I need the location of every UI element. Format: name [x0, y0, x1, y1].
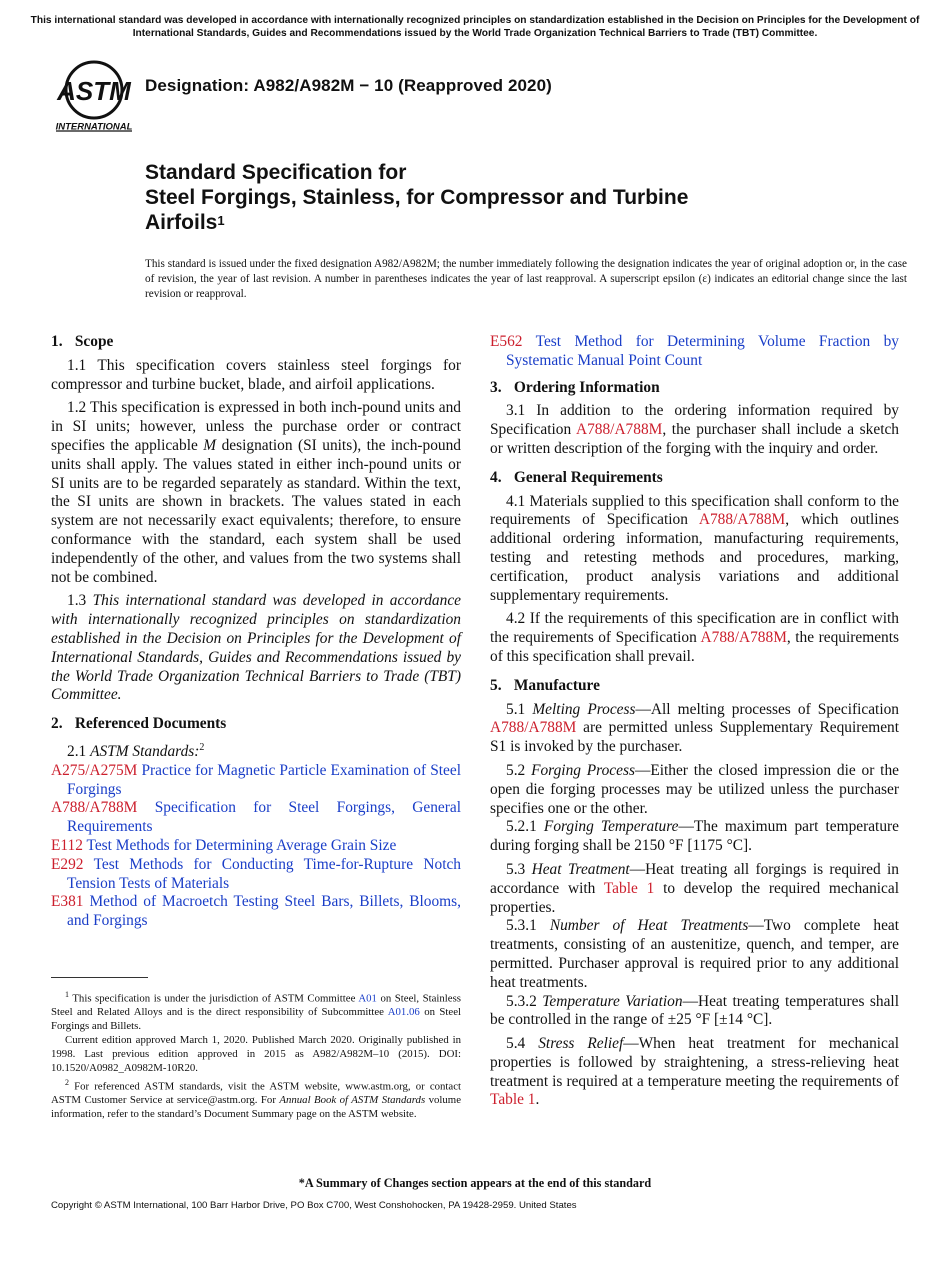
ref-item-e112[interactable]: E112 Test Methods for Determining Average Grain Size	[51, 837, 397, 855]
manufacture-5-1: 5.1 Melting Process—All melting processes of Specification A788/A788M are permitted unless Supplementary Requirement S1 is invoked by the purchaser.	[490, 700, 899, 756]
title-line-2: Steel Forgings, Stainless, for Compressor and Turbine	[145, 186, 689, 209]
title-line-1: Standard Specification for	[145, 161, 407, 184]
manufacture-5-4: 5.4 Stress Relief—When heat treatment for mechanical properties is followed by straightening, a stress-relieving heat treatment is required at a temperature meeting the requirements of Table 1.	[490, 1035, 899, 1109]
footnote-1-edition: Current edition approved March 1, 2020. Published March 2020. Originally published in 1998. Last previous edition approved in 2015 as A982/A982M–10 (2015). DOI: 10.1520/A0982_A0982M-10R20.	[51, 1034, 461, 1074]
logo-wordmark: INTERNATIONAL	[55, 121, 133, 132]
ref-item-e381[interactable]: E381 Method of Macroetch Testing Steel Bars, Billets, Blooms, and Forgings	[51, 893, 461, 930]
section-general-heading: 4. General Requirements	[490, 468, 663, 486]
footnotes	[51, 988, 461, 1123]
section-referenced-heading: 2. Referenced Documents	[51, 715, 227, 733]
title-line-3: Airfoils$^1$	[145, 211, 225, 234]
section-ordering-heading: 3. Ordering Information	[490, 378, 660, 396]
summary-of-changes-note: *A Summary of Changes section appears at the end of this standard	[298, 1176, 652, 1190]
issue-note: This standard is issued under the fixed designation A982/A982M; the number immediately following the designation indicates the year of original adoption or, in the case of revision, the year of last revision. A number in parentheses indicates the year of last reapproval. A superscript epsilon (ε) indicates an editorial change since the last revision or reapproval.	[145, 258, 907, 300]
designation: Designation: A982/A982M − 10 (Reapproved 2020)	[145, 76, 552, 95]
right-column	[490, 333, 899, 1115]
footnote-divider	[51, 977, 148, 978]
link-a788-ordering[interactable]: A788/A788M	[575, 421, 663, 439]
link-committee-a01[interactable]: A01	[358, 992, 377, 1005]
section-scope-heading: 1. Scope	[51, 333, 114, 350]
left-column	[51, 333, 461, 931]
scope-1-1: 1.1 This specification covers stainless steel forgings for compressor and turbine bucket, blade, and airfoil applications.	[51, 356, 461, 393]
title-footnote-mark: 1	[217, 213, 225, 228]
scope-1-3: 1.3 This international standard was developed in accordance with internationally recognized principles on standardization established in the Decision on Principles for the Development of International Standards, Guides and Recommendations issued by the World Trade Organization Technical Barriers to Trade (TBT) Committee.	[51, 592, 461, 704]
link-table-1-heat[interactable]: Table 1	[603, 879, 655, 897]
ref-item-e292[interactable]: E292 Test Methods for Conducting Time-for-Rupture Notch Tension Tests of Materials	[51, 855, 461, 892]
top-notice: This international standard was developed in accordance with internationally recognized principles on standardization established in the Decision on Principles for the Development of International Standards, Guides and Recommendations issued by the World Trade Organization Technical Barriers to Trade (TBT) Committee.	[30, 15, 920, 39]
footnote-1: $^1$ This specification is under the jurisdiction of ASTM Committee A01 on Steel, Stainless Steel and Related Alloys and is the direct responsibility of Subcommittee A01.06 on Steel Forgings and Billets.	[51, 990, 462, 1032]
link-table-1-stress[interactable]: Table 1	[490, 1091, 536, 1109]
link-a788-melting[interactable]: A788/A788M	[490, 719, 577, 737]
ref-item-e562[interactable]: E562 Test Method for Determining Volume Fraction by Systematic Manual Point Count	[490, 333, 899, 369]
ordering-3-1: 3.1 In addition to the ordering information required by Specification A788/A788M, the purchaser shall include a sketch or written description of the forging with the inquiry and order.	[490, 402, 899, 457]
section-manufacture-heading: 5. Manufacture	[490, 676, 600, 694]
general-4-1: 4.1 Materials supplied to this specification shall conform to the requirements of Specification A788/A788M, which outlines additional ordering information, manufacturing requirements, testing and retesting methods and procedures, marking, certification, product analysis variations and additional supplementary requirements.	[490, 492, 900, 604]
scope-1-2: 1.2 This specification is expressed in both inch-pound units and in SI units; however, unless the purchase order or contract specifies the applicable M designation (SI units), the inch-pound units shall apply. The values stated in either inch-pound units or SI units are to be regarded separately as standard. Within the text, the SI units are shown in brackets. The values stated in each system are not necessarily exact equivalents; therefore, to ensure conformance with the standard, each system shall be used independently of the other, and values from the two systems shall not be combined.	[51, 399, 461, 586]
logo-letters: ASTM	[57, 76, 131, 106]
manufacture-5-3-2: 5.3.2 Temperature Variation—Heat treating temperatures shall be controlled in the range of ±25 °F [±14 °C].	[490, 992, 899, 1029]
ref-item-a788[interactable]: A788/A788M Specification for Steel Forgings, General Requirements	[51, 799, 461, 836]
copyright: Copyright © ASTM International, 100 Barr Harbor Drive, PO Box C700, West Conshohocken, PA 19428-2959. United States	[51, 1200, 577, 1211]
astm-logo-mark	[56, 62, 132, 118]
link-a788-general-2[interactable]: A788/A788M	[700, 629, 787, 647]
general-4-2: 4.2 If the requirements of this specification are in conflict with the requirements of Specification A788/A788M, the requirements of this specification shall prevail.	[490, 610, 899, 665]
manufacture-5-3: 5.3 Heat Treatment—Heat treating all forgings is required in accordance with Table 1 to develop the required mechanical properties.	[490, 860, 899, 916]
link-a788-general-1[interactable]: A788/A788M	[698, 511, 786, 529]
document-title	[145, 160, 688, 235]
ref-item-a275[interactable]: A275/A275M Practice for Magnetic Particle Examination of Steel Forgings	[51, 761, 461, 798]
manufacture-5-2-1: 5.2.1 Forging Temperature—The maximum part temperature during forging shall be 2150 °F [1175 °C].	[490, 818, 899, 855]
manufacture-5-3-1: 5.3.1 Number of Heat Treatments—Two complete heat treatments, consisting of an austenitize, quench, and temper, are permitted. Purchaser approval is required prior to any additional heat treatments.	[490, 917, 900, 991]
link-subcommittee-a01-06[interactable]: A01.06	[387, 1006, 420, 1019]
footnote-2: $^2$ For referenced ASTM standards, visit the ASTM website, www.astm.org, or contact ASTM Customer Service at service@astm.org. For Annual Book of ASTM Standards volume information, refer to the standard’s Document Summary page on the ASTM website.	[51, 1078, 461, 1120]
manufacture-5-2: 5.2 Forging Process—Either the closed impression die or the open die forging processes may be utilized unless the purchaser specifies one or the other.	[490, 761, 899, 817]
astm-logo	[50, 58, 138, 132]
referenced-2-1: 2.1 ASTM Standards:$^2$	[67, 741, 205, 761]
